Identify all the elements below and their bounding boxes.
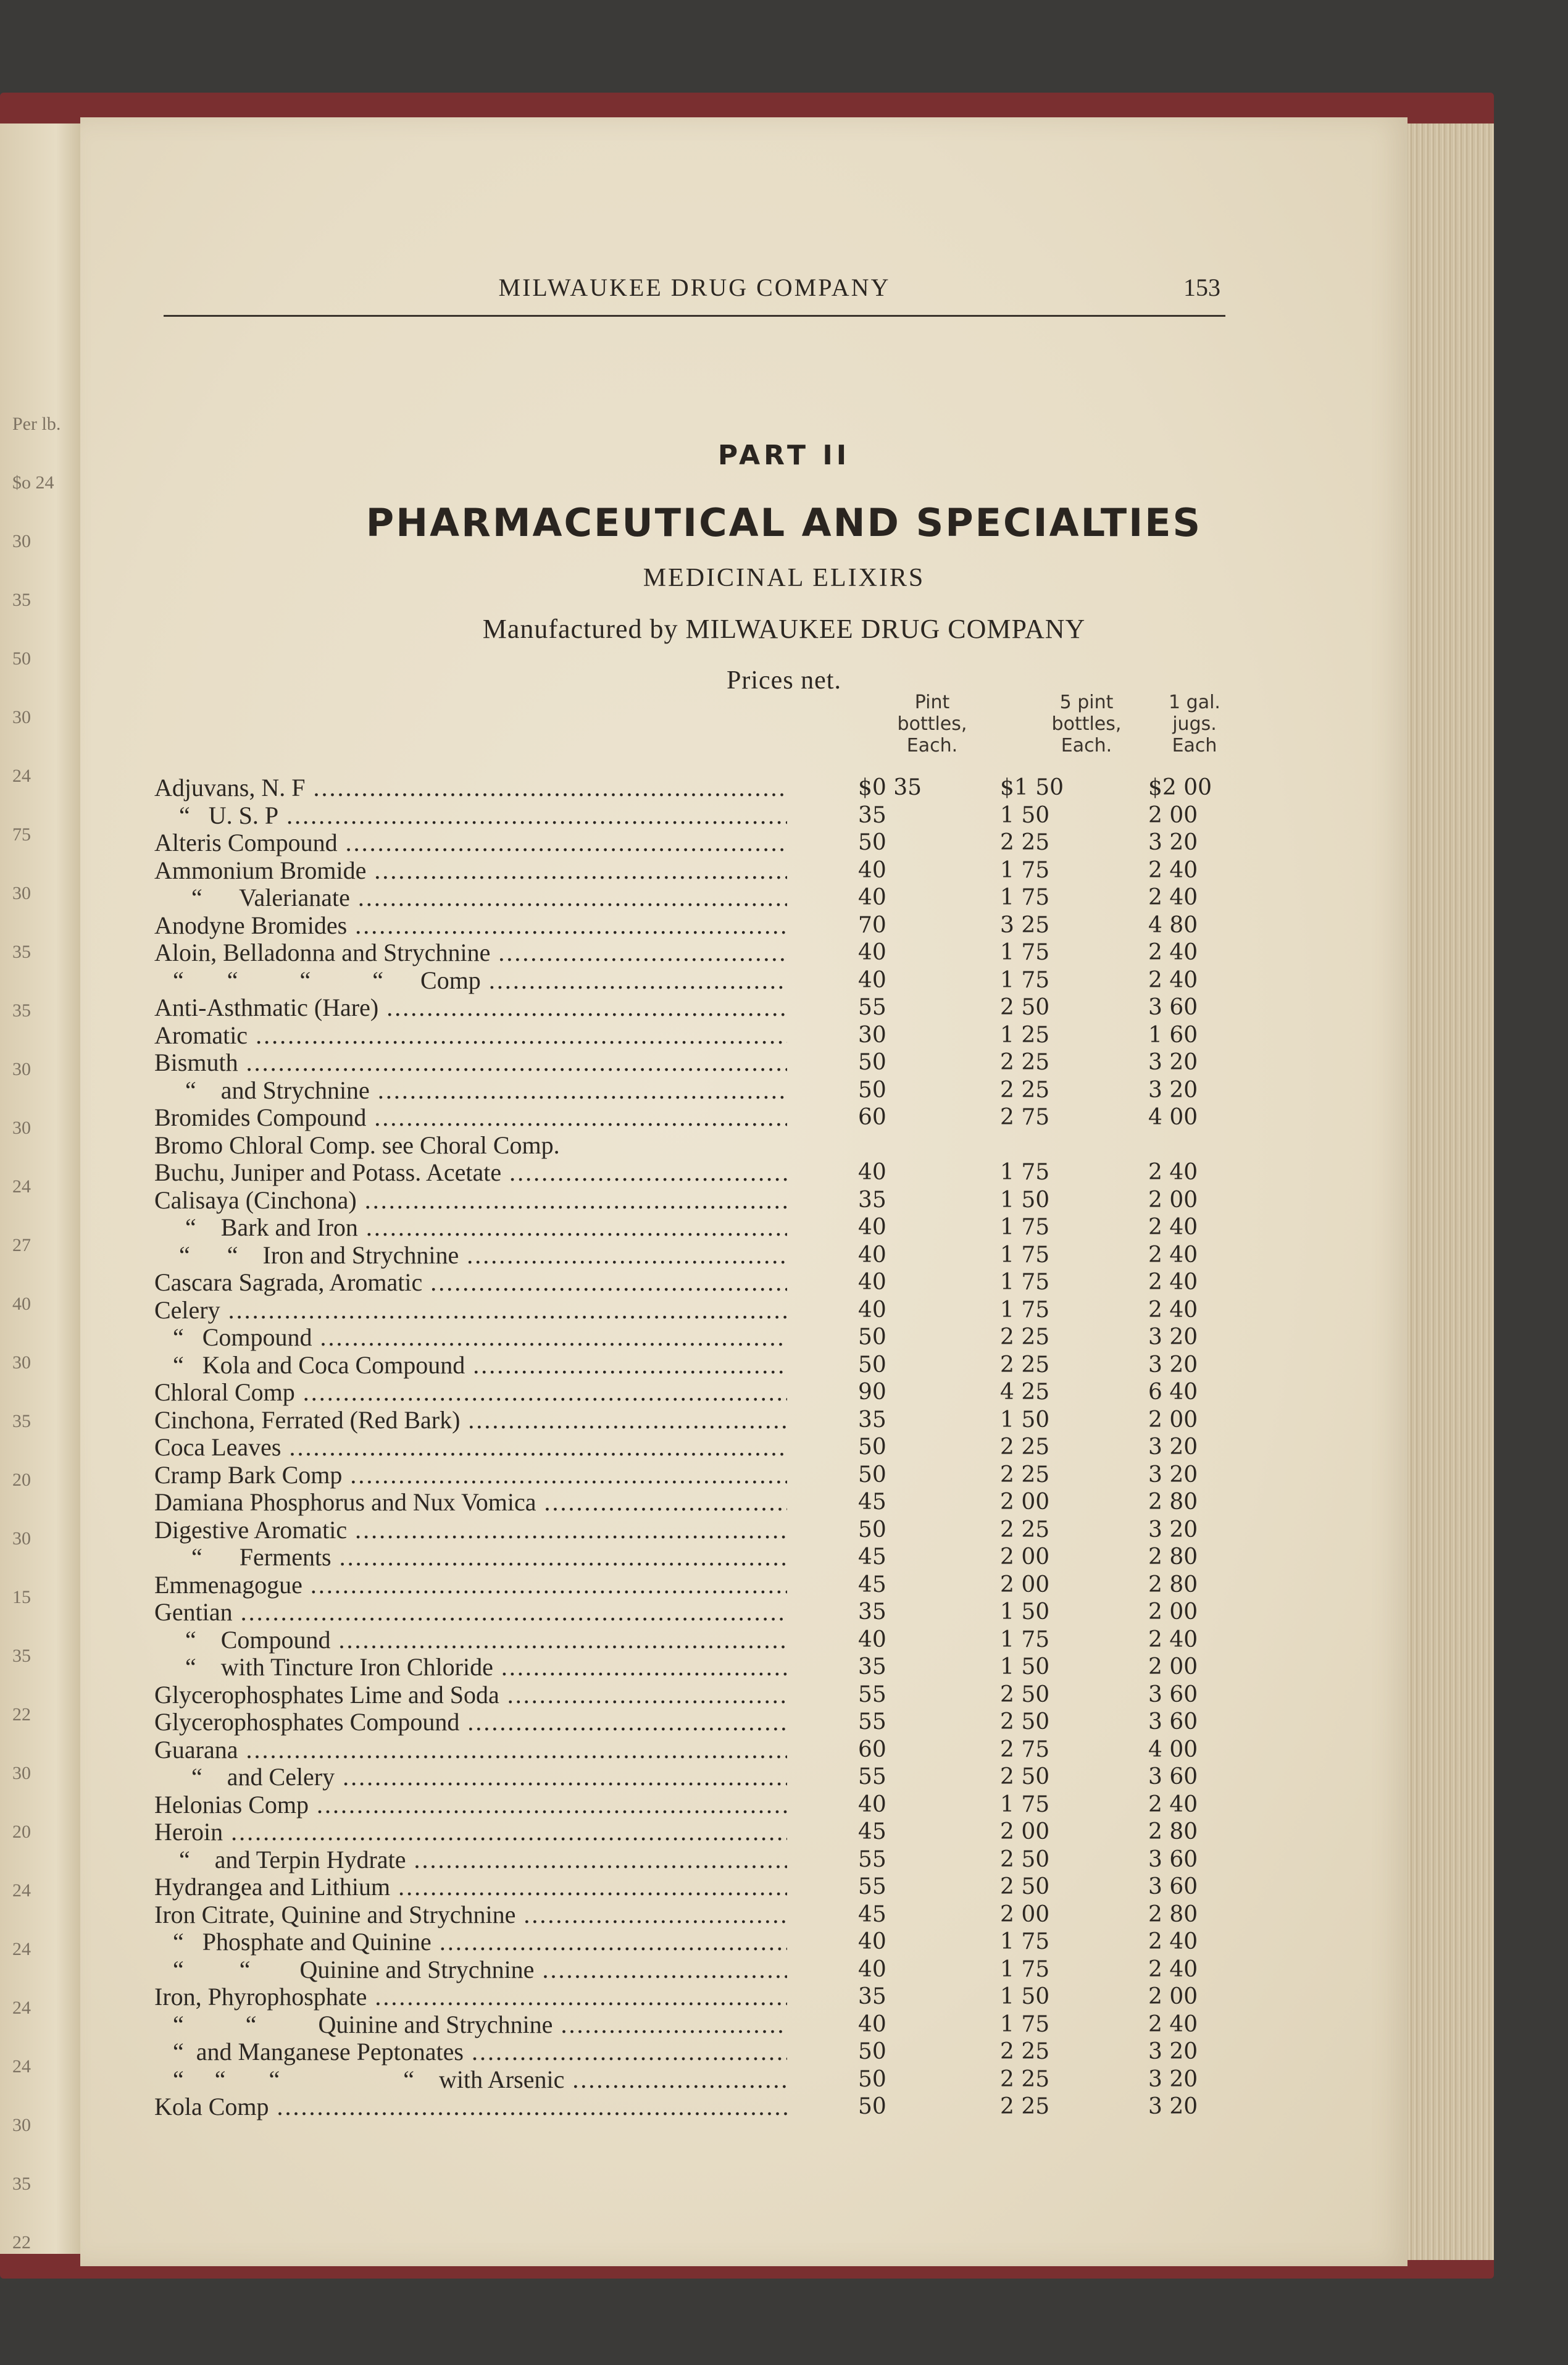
table-row [154,1736,1241,1764]
table-row [154,912,1241,940]
manufacturer-line: Manufactured by MILWAUKEE DRUG COMPANY [482,614,1086,644]
product-name: “ Bark and Iron ..... [154,1214,787,1241]
five-pint-price: 2 50 [1000,1681,1050,1707]
pint-price: 50 [858,1352,886,1378]
product-name: Cinchona, Ferrated (Red Bark) ..... [154,1407,787,1434]
gallon-price: 2 40 [1148,1956,1198,1982]
gallon-price: 3 20 [1148,1462,1198,1488]
product-name: Alteris Compound ..... [154,829,787,856]
product-name: Aloin, Belladonna and Strychnine ..... [154,939,787,966]
table-row [154,2011,1241,2039]
pint-price: 40 [858,1929,886,1954]
gallon-price: 2 40 [1148,885,1198,910]
pint-price: 50 [858,2066,886,2092]
facing-page-fragment: 35 [12,2174,31,2194]
five-pint-price: 2 25 [1000,1050,1050,1075]
gallon-price: 3 60 [1148,1681,1198,1707]
gallon-price: 2 80 [1148,1572,1198,1597]
five-pint-price: 1 75 [1000,1956,1050,1982]
table-row [154,1269,1241,1297]
pint-price: 55 [858,1764,886,1789]
gallon-price: 2 40 [1148,1215,1198,1240]
pint-price: 40 [858,1242,886,1268]
product-name: “ U. S. P ..... [154,802,787,829]
pint-price: 50 [858,1325,886,1350]
gallon-price: 6 40 [1148,1379,1198,1405]
table-row [154,1187,1241,1215]
gallon-price: 2 40 [1148,940,1198,965]
pint-price: 60 [858,1736,886,1762]
table-row [154,1022,1241,1050]
product-name: “ Compound ..... [154,1324,787,1351]
table-row [154,1928,1241,1956]
product-name: Heroin ..... [154,1819,787,1846]
table-row [154,1654,1241,1681]
table-row [154,1599,1241,1626]
pint-price: 50 [858,1462,886,1488]
five-pint-price: 1 75 [1000,1242,1050,1268]
product-name: “ with Tincture Iron Chloride ..... [154,1654,787,1681]
gallon-price: 3 20 [1148,1517,1198,1542]
pint-price: 50 [858,2039,886,2064]
pint-price: 40 [858,1215,886,1240]
product-name: Cascara Sagrada, Aromatic ..... [154,1269,787,1296]
facing-page-fragment: 24 [12,1176,31,1197]
pint-price: 55 [858,1846,886,1872]
five-pint-price: $1 50 [1000,775,1064,800]
gallon-price: 2 40 [1148,967,1198,993]
product-name: Guarana ..... [154,1736,787,1764]
prices-note: Prices net. [727,666,841,695]
product-name: Coca Leaves ..... [154,1434,787,1461]
gallon-price: 3 60 [1148,1709,1198,1735]
five-pint-price: 2 25 [1000,1077,1050,1103]
five-pint-price: 4 25 [1000,1379,1050,1405]
pint-price: 50 [858,1517,886,1542]
five-pint-price: 2 50 [1000,1846,1050,1872]
table-row [154,1462,1241,1489]
gallon-price: 3 20 [1148,1434,1198,1460]
pint-price: 35 [858,1984,886,2009]
five-pint-price: 2 50 [1000,995,1050,1020]
product-name: Calisaya (Cinchona) ..... [154,1187,787,1214]
gallon-price: 2 80 [1148,1901,1198,1927]
gallon-price: 2 80 [1148,1544,1198,1570]
product-name: Glycerophosphates Lime and Soda ..... [154,1681,787,1709]
five-pint-price: 2 50 [1000,1709,1050,1735]
five-pint-price: 1 75 [1000,1791,1050,1817]
product-name: “ Phosphate and Quinine ..... [154,1928,787,1956]
table-row [154,774,1241,802]
product-name: Adjuvans, N. F ..... [154,774,787,802]
table-row [154,1709,1241,1736]
gallon-price: 2 00 [1148,1984,1198,2009]
facing-page-fragment: 75 [12,824,31,845]
table-row [154,1791,1241,1819]
facing-page-fragment: 24 [12,1998,31,2018]
five-pint-price: 1 75 [1000,1626,1050,1652]
gallon-price: 2 80 [1148,1489,1198,1515]
gallon-price: 2 40 [1148,1626,1198,1652]
product-name: Bismuth ..... [154,1049,787,1076]
gallon-price: 3 20 [1148,1077,1198,1103]
facing-page-fragment: 35 [12,590,31,610]
five-pint-price: 2 00 [1000,1489,1050,1515]
table-row [154,1544,1241,1572]
pint-price: 60 [858,1105,886,1130]
five-pint-price: 1 75 [1000,1160,1050,1185]
gallon-price: 3 60 [1148,995,1198,1020]
gallon-price: 2 80 [1148,1819,1198,1844]
five-pint-price: 2 25 [1000,830,1050,855]
pint-price: 45 [858,1901,886,1927]
gallon-price: 3 60 [1148,1874,1198,1899]
table-row [154,2038,1241,2066]
facing-page-fragment: 30 [12,1059,31,1079]
facing-page-fragment: 50 [12,648,31,669]
table-row [154,1764,1241,1791]
facing-page-fragment: 22 [12,2232,31,2253]
facing-page-fragment: 30 [12,1763,31,1783]
table-row [154,1352,1241,1379]
facing-page-fragment: 35 [12,942,31,962]
table-row [154,1846,1241,1874]
gallon-price: 3 20 [1148,1352,1198,1378]
pint-price: 40 [858,1626,886,1652]
table-row [154,1983,1241,2011]
product-name: Anodyne Bromides ..... [154,912,787,939]
facing-page-fragment: 30 [12,531,31,551]
product-name: “ “ Iron and Strychnine ..... [154,1242,787,1269]
table-row [154,1104,1241,1132]
five-pint-price: 2 25 [1000,1517,1050,1542]
gallon-price: 3 20 [1148,1325,1198,1350]
gallon-price: 2 40 [1148,1297,1198,1323]
table-row [154,1956,1241,1984]
pint-price: 45 [858,1544,886,1570]
part-heading: PART II [717,440,851,471]
facing-page-fragment: 30 [12,1352,31,1373]
gallon-price: 2 40 [1148,2011,1198,2037]
product-name: Bromo Chloral Comp. see Choral Comp. [154,1131,560,1159]
pint-price: 55 [858,1874,886,1899]
gallon-price: 1 60 [1148,1022,1198,1048]
table-row [154,1901,1241,1929]
five-pint-price: 2 50 [1000,1874,1050,1899]
gallon-price: 4 80 [1148,912,1198,938]
facing-page-fragment: 35 [12,1411,31,1431]
pint-price: 50 [858,2094,886,2119]
gallon-price: 2 00 [1148,1407,1198,1433]
pint-price: 40 [858,885,886,910]
gallon-price: 3 60 [1148,1764,1198,1789]
pint-price: 55 [858,1709,886,1735]
facing-page-fragment: 27 [12,1235,31,1255]
running-head-title: MILWAUKEE DRUG COMPANY [498,274,891,301]
five-pint-price: 2 75 [1000,1105,1050,1130]
pint-price: 45 [858,1489,886,1515]
five-pint-price: 1 50 [1000,1407,1050,1433]
column-header-gallon: 1 gal. jugs. Each [1169,692,1220,756]
five-pint-price: 2 25 [1000,2094,1050,2119]
facing-page-fragment: $o 24 [12,472,54,493]
product-name: Kola Comp ..... [154,2093,787,2120]
facing-page-fragment: 24 [12,766,31,786]
product-name: Hydrangea and Lithium ..... [154,1873,787,1901]
five-pint-price: 2 00 [1000,1819,1050,1844]
pint-price: 40 [858,1791,886,1817]
pint-price: 40 [858,967,886,993]
gallon-price: 2 00 [1148,1187,1198,1213]
facing-page-fragment: 24 [12,1880,31,1901]
product-name: Ammonium Bromide ..... [154,857,787,884]
table-row [154,884,1241,912]
five-pint-price: 2 25 [1000,2039,1050,2064]
gallon-price: 2 00 [1148,802,1198,828]
gallon-price: 4 00 [1148,1736,1198,1762]
facing-page-fragment: 35 [12,1000,31,1021]
gallon-price: 2 40 [1148,1270,1198,1295]
gallon-price: 2 00 [1148,1599,1198,1625]
facing-page-fragment: 20 [12,1470,31,1490]
product-name: Digestive Aromatic ..... [154,1517,787,1544]
product-name: Buchu, Juniper and Potass. Acetate ..... [154,1159,787,1186]
product-name: “ “ Quinine and Strychnine ..... [154,2011,787,2038]
gallon-price: 2 40 [1148,1160,1198,1185]
pint-price: 35 [858,1599,886,1625]
product-name: Iron Citrate, Quinine and Strychnine ..... [154,1901,787,1928]
table-row [154,2093,1241,2121]
facing-page-fragment: 30 [12,1528,31,1549]
pint-price: 40 [858,1160,886,1185]
product-name: “ and Terpin Hydrate ..... [154,1846,787,1873]
table-row [154,1077,1241,1105]
product-name: Glycerophosphates Compound ..... [154,1709,787,1736]
table-row [154,829,1241,857]
five-pint-price: 3 25 [1000,912,1050,938]
product-name: “ and Strychnine ..... [154,1077,787,1104]
five-pint-price: 2 00 [1000,1572,1050,1597]
table-row [154,1049,1241,1077]
gallon-price: 3 20 [1148,2039,1198,2064]
pint-price: 70 [858,912,886,938]
column-header-pint: Pint bottles, Each. [897,692,967,756]
five-pint-price: 2 25 [1000,2066,1050,2092]
pint-price: 35 [858,802,886,828]
five-pint-price: 1 75 [1000,1215,1050,1240]
five-pint-price: 1 75 [1000,967,1050,993]
product-name: Chloral Comp ..... [154,1379,787,1406]
price-list [154,774,1241,2121]
five-pint-price: 1 75 [1000,857,1050,883]
five-pint-price: 1 50 [1000,1654,1050,1680]
pint-price: 45 [858,1572,886,1597]
table-row [154,2066,1241,2094]
pint-price: 55 [858,1681,886,1707]
table-row [154,994,1241,1022]
section-title: PHARMACEUTICAL AND SPECIALTIES [365,500,1203,545]
product-name: Iron, Phyrophosphate ..... [154,1983,787,2011]
gallon-price: 4 00 [1148,1105,1198,1130]
gallon-price: 2 40 [1148,1242,1198,1268]
table-row [154,1214,1241,1242]
gallon-price: 3 20 [1148,830,1198,855]
table-row [154,1297,1241,1325]
pint-price: 40 [858,2011,886,2037]
pint-price: 90 [858,1379,886,1405]
column-header-5-pint: 5 pint bottles, Each. [1051,692,1122,756]
five-pint-price: 2 00 [1000,1901,1050,1927]
five-pint-price: 1 75 [1000,1270,1050,1295]
product-name: Gentian ..... [154,1599,787,1626]
table-row [154,1434,1241,1462]
table-row [154,1324,1241,1352]
product-name: “ Valerianate ..... [154,884,787,911]
product-name: Damiana Phosphorus and Nux Vomica ..... [154,1489,787,1516]
pint-price: 55 [858,995,886,1020]
five-pint-price: 1 50 [1000,1187,1050,1213]
product-name: “ and Manganese Peptonates ..... [154,2038,787,2066]
product-name: “ Compound ..... [154,1626,787,1654]
gallon-price: 2 00 [1148,1654,1198,1680]
five-pint-price: 2 25 [1000,1462,1050,1488]
gallon-price: 3 60 [1148,1846,1198,1872]
gallon-price: 3 20 [1148,2066,1198,2092]
pint-price: 40 [858,1297,886,1323]
table-row [154,1873,1241,1901]
pint-price: 50 [858,1434,886,1460]
table-row [154,1159,1241,1187]
five-pint-price: 1 75 [1000,885,1050,910]
five-pint-price: 2 50 [1000,1764,1050,1789]
product-name: “ “ “ “ with Arsenic ..... [154,2066,787,2093]
five-pint-price: 1 50 [1000,802,1050,828]
pint-price: $0 35 [858,775,922,800]
pint-price: 35 [858,1187,886,1213]
table-row [154,1489,1241,1517]
table-row [154,967,1241,995]
five-pint-price: 1 75 [1000,1929,1050,1954]
table-row [154,1407,1241,1434]
five-pint-price: 2 00 [1000,1544,1050,1570]
gallon-price: 2 40 [1148,857,1198,883]
pint-price: 35 [858,1407,886,1433]
facing-page-fragment: 30 [12,2115,31,2135]
product-name: “ Ferments ..... [154,1544,787,1571]
section-subtitle: MEDICINAL ELIXIRS [643,564,925,592]
facing-page-fragment: 35 [12,1646,31,1666]
five-pint-price: 1 25 [1000,1022,1050,1048]
facing-page-fragment: Per lb. [12,414,61,434]
five-pint-price: 2 25 [1000,1325,1050,1350]
gallon-price: 3 20 [1148,2094,1198,2119]
facing-page-fragment: 24 [12,1939,31,1959]
product-name: “ “ Quinine and Strychnine ..... [154,1956,787,1983]
table-row [154,1517,1241,1544]
facing-page-fragment: 15 [12,1587,31,1607]
table-row [154,939,1241,967]
pint-price: 45 [858,1819,886,1844]
product-name: Helonias Comp ..... [154,1791,787,1819]
facing-page-fragment: 20 [12,1822,31,1842]
product-name: “ Kola and Coca Compound ..... [154,1352,787,1379]
pint-price: 35 [858,1654,886,1680]
product-name: “ and Celery ..... [154,1764,787,1791]
facing-page-fragment: 30 [12,883,31,903]
product-name: Cramp Bark Comp ..... [154,1462,787,1489]
pint-price: 50 [858,1077,886,1103]
table-row [154,1681,1241,1709]
facing-page-fragment: 30 [12,707,31,727]
table-row [154,802,1241,830]
product-name: Celery ..... [154,1297,787,1324]
table-row [154,1626,1241,1654]
five-pint-price: 2 25 [1000,1352,1050,1378]
pint-price: 30 [858,1022,886,1048]
table-row [154,1132,1241,1160]
product-name: Bromides Compound ..... [154,1104,787,1131]
running-head [164,272,1225,317]
five-pint-price: 2 25 [1000,1434,1050,1460]
five-pint-price: 2 75 [1000,1736,1050,1762]
pint-price: 50 [858,1050,886,1075]
five-pint-price: 1 75 [1000,1297,1050,1323]
table-row [154,1379,1241,1407]
table-row [154,857,1241,885]
product-name: Aromatic ..... [154,1022,787,1049]
gallon-price: 2 40 [1148,1791,1198,1817]
five-pint-price: 1 75 [1000,2011,1050,2037]
page-number: 153 [1183,274,1220,301]
product-name: Anti-Asthmatic (Hare) ..... [154,994,787,1021]
table-row [154,1242,1241,1270]
facing-page-fragment: 22 [12,1704,31,1725]
pint-price: 50 [858,830,886,855]
five-pint-price: 1 75 [1000,940,1050,965]
pint-price: 40 [858,940,886,965]
product-name: “ “ “ “ Comp ..... [154,967,787,994]
facing-page-fragment: 30 [12,1118,31,1138]
five-pint-price: 1 50 [1000,1599,1050,1625]
table-row [154,1819,1241,1846]
gallon-price: 3 20 [1148,1050,1198,1075]
product-name: Emmenagogue ..... [154,1572,787,1599]
table-row [154,1572,1241,1599]
pint-price: 40 [858,857,886,883]
pint-price: 40 [858,1270,886,1295]
five-pint-price: 1 50 [1000,1984,1050,2009]
gallon-price: $2 00 [1148,775,1212,800]
facing-page-fragment: 24 [12,2056,31,2077]
facing-page-fragment: 40 [12,1294,31,1314]
gallon-price: 2 40 [1148,1929,1198,1954]
pint-price: 40 [858,1956,886,1982]
